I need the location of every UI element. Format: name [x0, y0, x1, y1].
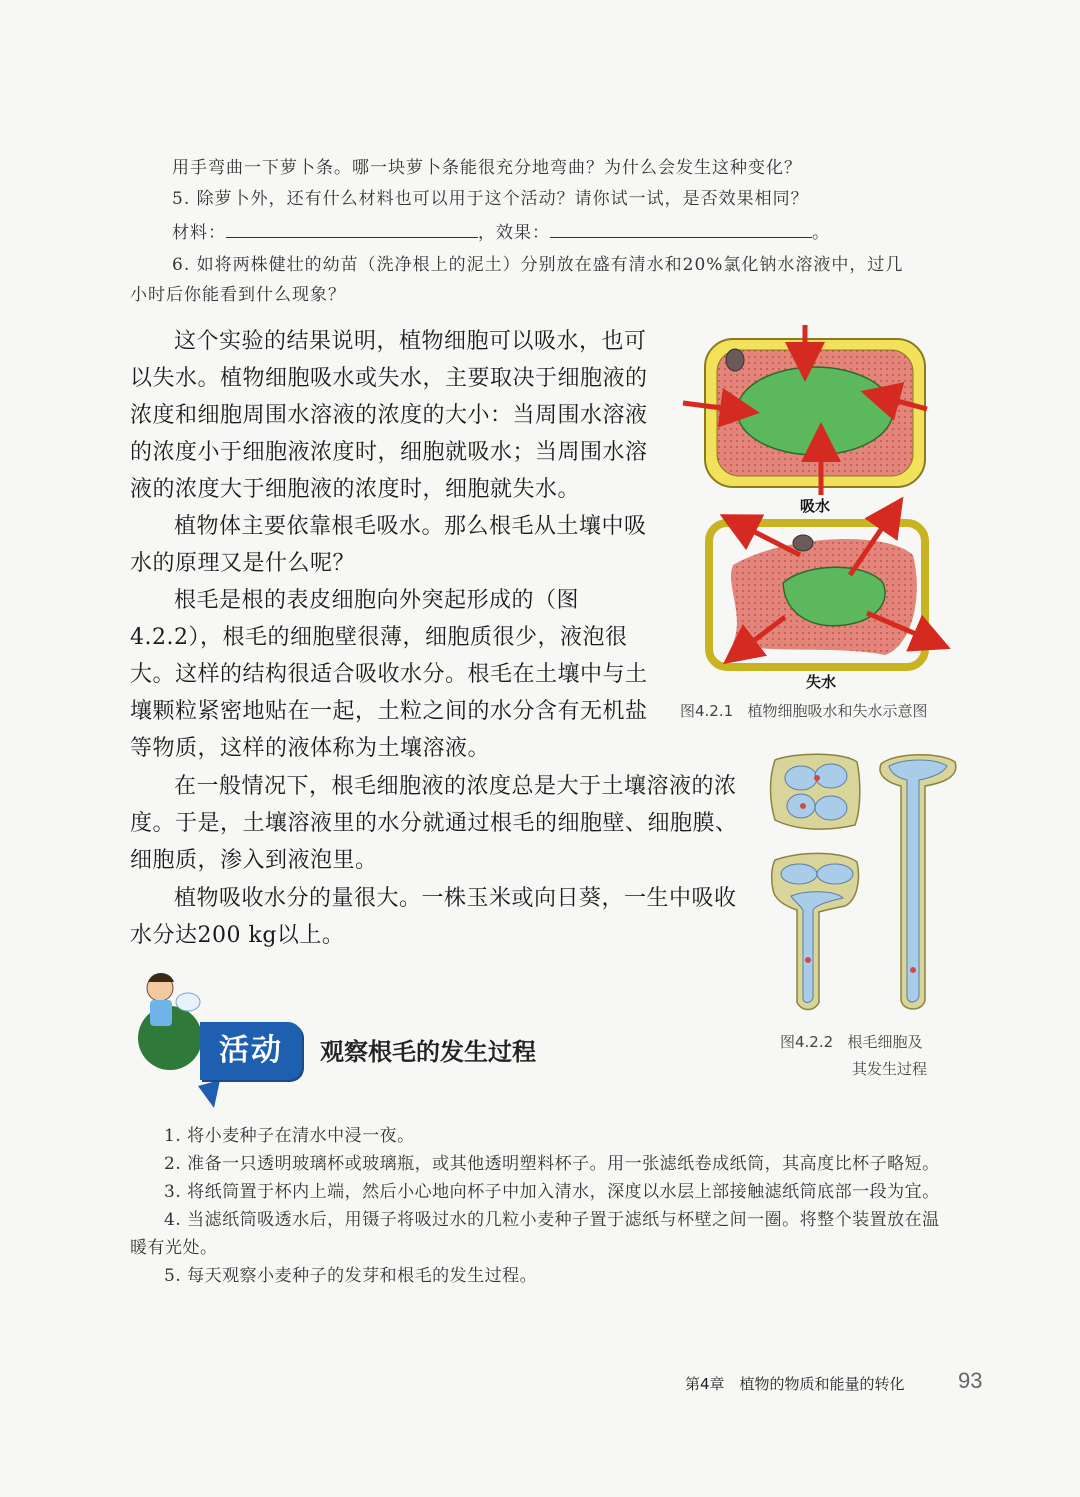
question-5-answer-line	[172, 219, 972, 247]
question-6-line1: 6. 如将两株健壮的幼苗（洗净根上的泥土）分别放在盛有清水和20%氯化钠水溶液中，过几	[172, 255, 904, 275]
paragraph-5: 植物吸收水分的量很大。一株玉米或向日葵，一生中吸收水分达200 kg以上。	[130, 886, 737, 948]
answer-end: 。	[812, 223, 830, 243]
activity-badge	[200, 1022, 302, 1080]
figure2-caption-number: 图4.2.2	[780, 1033, 834, 1051]
footer-chapter: 第4章 植物的物质和能量的转化	[685, 1375, 905, 1393]
paragraph-1: 这个实验的结果说明，植物细胞可以吸水，也可以失水。植物细胞吸水或失水，主要取决于细胞液的浓度和细胞周围水溶液的浓度的大小：当周围水溶液的浓度小于细胞液浓度时，细胞就吸水；当周围水溶液的浓度大于细胞液的浓度时，细胞就失水。	[130, 329, 648, 502]
activity-step-3: 3. 将纸筒置于杯内上端，然后小心地向杯子中加入清水，深度以水层上部接触滤纸筒底部一段为宜。	[164, 1182, 940, 1202]
activity-title: 观察根毛的发生过程	[320, 1038, 536, 1066]
question-6-line2: 小时后你能看到什么现象？	[130, 285, 346, 305]
material-blank	[226, 219, 478, 238]
effect-blank	[550, 219, 812, 238]
cell-absorbing	[683, 325, 927, 495]
figure2-caption	[780, 1029, 927, 1083]
figure2-caption-line1: 根毛细胞及	[847, 1033, 923, 1051]
figure1-caption-text: 植物细胞吸水和失水示意图	[747, 702, 928, 720]
activity-step-4: 4. 当滤纸筒吸透水后，用镊子将吸过水的几粒小麦种子置于滤纸与杯壁之间一圈。将整个装置放在温暖有光处。	[130, 1210, 940, 1258]
root-hair-stage-1	[771, 754, 860, 829]
paragraph-4: 在一般情况下，根毛细胞液的浓度总是大于土壤溶液的浓度。于是，土壤溶液里的水分就通过根毛的细胞壁、细胞膜、细胞质，渗入到液泡里。	[130, 774, 738, 873]
label-lose: 失水	[806, 673, 837, 691]
activity-step-5: 5. 每天观察小麦种子的发芽和根毛的发生过程。	[164, 1266, 538, 1286]
activity-step-1: 1. 将小麦种子在清水中浸一夜。	[164, 1126, 415, 1146]
cell-losing	[709, 509, 937, 667]
root-hair-stage-3	[880, 755, 956, 1009]
paragraph-3: 根毛是根的表皮细胞向外突起形成的（图4.2.2），根毛的细胞壁很薄，细胞质很少，液泡很大。这样的结构很适合吸收水分。根毛在土壤中与土壤颗粒紧密地贴在一起，土粒之间的水分含有无机盐等物质，这样的液体称为土壤溶液。	[130, 588, 648, 761]
activity-steps	[130, 1122, 952, 1290]
paragraph-2: 植物体主要依靠根毛吸水。那么根毛从土壤中吸水的原理又是什么呢？	[130, 514, 647, 576]
figure2-caption-line2: 其发生过程	[852, 1060, 928, 1078]
question-5: 5. 除萝卜外，还有什么材料也可以用于这个活动？请你试一试，是否效果相同？	[172, 189, 809, 209]
figure1-caption-number: 图4.2.1	[680, 702, 734, 720]
activity-step-2: 2. 准备一只透明玻璃杯或玻璃瓶，或其他透明塑料杯子。用一张滤纸卷成纸筒，其高度比杯子略短。	[164, 1154, 940, 1174]
material-label: 材料：	[172, 223, 226, 243]
figure1-caption	[680, 700, 928, 721]
question-4-continued: 用手弯曲一下萝卜条。哪一块萝卜条能很充分地弯曲？为什么会发生这种变化？	[172, 158, 802, 178]
label-absorb: 吸水	[800, 497, 831, 515]
page-number: 93	[958, 1368, 983, 1393]
activity-badge-label: 活动	[219, 1033, 283, 1068]
figure-root-hair-diagram	[765, 750, 965, 1020]
root-hair-stage-2	[772, 853, 859, 1009]
effect-label: ，效果：	[478, 223, 550, 243]
